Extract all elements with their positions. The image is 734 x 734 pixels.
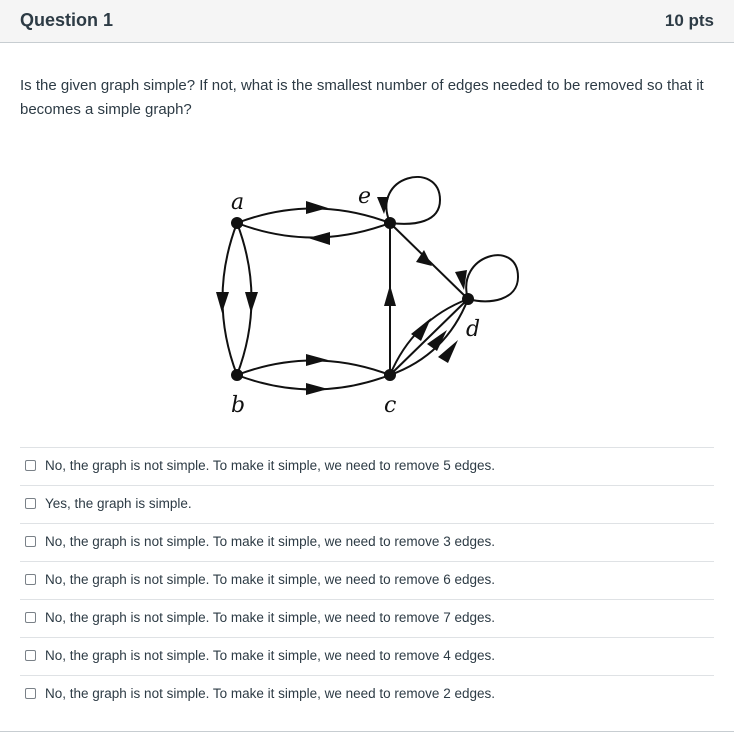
bottom-divider bbox=[0, 731, 734, 732]
edge-e-a-lower bbox=[237, 223, 390, 238]
answer-label: No, the graph is not simple. To make it simple, we need to remove 7 edges. bbox=[45, 610, 495, 625]
question-header bbox=[0, 0, 734, 43]
question-text: Is the given graph simple? If not, what is the smallest number of edges needed to be removed so that it becomes a simple graph? bbox=[20, 77, 704, 118]
answer-checkbox[interactable] bbox=[25, 688, 36, 699]
node-b bbox=[231, 369, 243, 381]
node-label-c: c bbox=[384, 393, 397, 418]
answer-option[interactable] bbox=[20, 448, 714, 486]
answer-label: No, the graph is not simple. To make it simple, we need to remove 4 edges. bbox=[45, 648, 495, 663]
answer-option[interactable] bbox=[20, 524, 714, 562]
answer-checkbox[interactable] bbox=[25, 536, 36, 547]
answer-option[interactable] bbox=[20, 638, 714, 676]
loop-e bbox=[386, 177, 440, 224]
node-label-e: e bbox=[358, 184, 372, 209]
answer-label: No, the graph is not simple. To make it simple, we need to remove 5 edges. bbox=[45, 458, 495, 473]
answer-label: No, the graph is not simple. To make it simple, we need to remove 3 edges. bbox=[45, 534, 495, 549]
node-label-a: a bbox=[231, 190, 245, 215]
question-title: Question 1 bbox=[20, 10, 114, 30]
graph-svg bbox=[190, 165, 540, 435]
answer-checkbox[interactable] bbox=[25, 460, 36, 471]
answer-checkbox[interactable] bbox=[25, 574, 36, 585]
node-c bbox=[384, 369, 396, 381]
arrow-a-b-left bbox=[216, 292, 229, 313]
answer-option[interactable] bbox=[20, 562, 714, 600]
arrow-e-a bbox=[308, 232, 330, 245]
arrow-a-b-right bbox=[245, 292, 258, 313]
node-label-b: b bbox=[231, 393, 246, 418]
answer-label: Yes, the graph is simple. bbox=[45, 496, 192, 511]
arrowheads bbox=[216, 197, 467, 395]
question-points: 10 pts bbox=[664, 11, 714, 30]
answer-checkbox[interactable] bbox=[25, 498, 36, 509]
answer-option[interactable] bbox=[20, 600, 714, 638]
answer-label: No, the graph is not simple. To make it simple, we need to remove 6 edges. bbox=[45, 572, 495, 587]
loop-d bbox=[466, 255, 518, 301]
arrow-c-e bbox=[384, 285, 396, 306]
answer-list bbox=[20, 447, 714, 713]
node-e bbox=[384, 217, 396, 229]
answer-option[interactable] bbox=[20, 676, 714, 713]
answer-checkbox[interactable] bbox=[25, 650, 36, 661]
graph-figure bbox=[190, 165, 540, 435]
answer-checkbox[interactable] bbox=[25, 612, 36, 623]
answer-option[interactable] bbox=[20, 486, 714, 524]
arrow-e-d bbox=[416, 250, 432, 266]
arrow-b-c-lower bbox=[306, 383, 328, 395]
node-d bbox=[462, 293, 474, 305]
edge-c-d-2 bbox=[390, 299, 468, 375]
node-label-d: d bbox=[466, 317, 481, 342]
answer-label: No, the graph is not simple. To make it simple, we need to remove 2 edges. bbox=[45, 686, 495, 701]
node-a bbox=[231, 217, 243, 229]
arrow-b-c-upper bbox=[306, 354, 328, 366]
arrow-a-e bbox=[306, 201, 328, 214]
